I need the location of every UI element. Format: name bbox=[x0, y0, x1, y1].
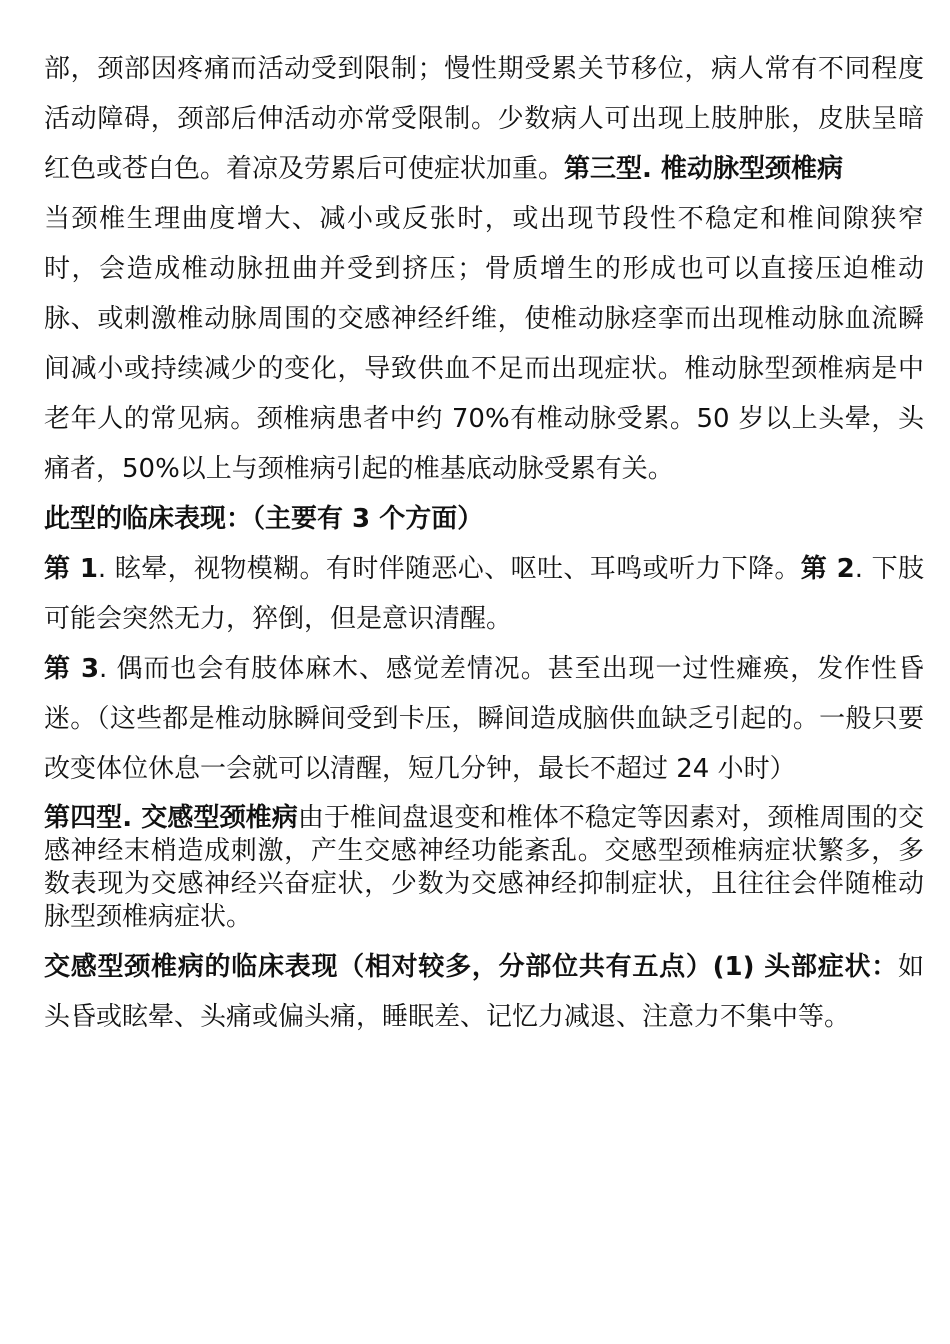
document-page bbox=[44, 44, 924, 1042]
point-2-label: 第 2 bbox=[800, 554, 855, 584]
paragraph-2 bbox=[44, 194, 924, 494]
point-3-text: . 偶而也会有肢体麻木、感觉差情况。甚至出现一过性瘫痪，发作性昏迷。（这些都是椎动脉瞬间受到卡压，瞬间造成脑供血缺乏引起的。一般只要改变体位休息一会就可以清醒，短几分钟，最长不超过 24 小时） bbox=[44, 654, 924, 784]
sympathetic-manifestation-heading: 交感型颈椎病的临床表现（相对较多，分部位共有五点）(1) 头部症状： bbox=[44, 952, 898, 982]
point-2-text: . 下肢可能会突然无力，猝倒，但是意识清醒。 bbox=[44, 554, 925, 634]
section-heading-type-3: 第三型. 椎动脉型颈椎病 bbox=[564, 154, 843, 184]
point-1-text: . 眩晕，视物模糊。有时伴随恶心、呕吐、耳鸣或听力下降。 bbox=[97, 554, 801, 584]
clinical-manifestation-heading: 此型的临床表现：（主要有 3 个方面） bbox=[44, 504, 484, 534]
paragraph-6 bbox=[44, 802, 924, 934]
point-1-label: 第 1 bbox=[44, 554, 98, 584]
point-3-label: 第 3 bbox=[44, 654, 100, 684]
section-heading-type-4: 第四型. 交感型颈椎病 bbox=[44, 803, 298, 833]
paragraph-5 bbox=[44, 644, 924, 794]
paragraph-7 bbox=[44, 942, 924, 1042]
paragraph-2-text: 当颈椎生理曲度增大、减小或反张时，或出现节段性不稳定和椎间隙狭窄时，会造成椎动脉扭曲并受到挤压；骨质增生的形成也可以直接压迫椎动脉、或刺激椎动脉周围的交感神经纤维，使椎动脉痉挛而出现椎动脉血流瞬间减小或持续减少的变化，导致供血不足而出现症状。椎动脉型颈椎病是中老年人的常见病。颈椎病患者中约 70%有椎动脉受累。50 岁以上头晕，头痛者，50%以上与颈椎病引起的椎基底动脉受累有关。 bbox=[44, 204, 924, 484]
paragraph-1 bbox=[44, 44, 924, 194]
paragraph-7-text: 如头昏或眩晕、头痛或偏头痛，睡眠差、记忆力减退、注意力不集中等。 bbox=[44, 952, 924, 1032]
paragraph-6-text: 由于椎间盘退变和椎体不稳定等因素对，颈椎周围的交感神经末梢造成刺激，产生交感神经功能紊乱。交感型颈椎病症状繁多，多数表现为交感神经兴奋症状，少数为交感神经抑制症状，且往往会伴随椎动脉型颈椎病症状。 bbox=[44, 803, 924, 932]
paragraph-3-heading bbox=[44, 494, 924, 544]
paragraph-1-text: 部，颈部因疼痛而活动受到限制；慢性期受累关节移位，病人常有不同程度活动障碍，颈部后伸活动亦常受限制。少数病人可出现上肢肿胀，皮肤呈暗红色或苍白色。着凉及劳累后可使症状加重。 bbox=[44, 54, 924, 184]
paragraph-4 bbox=[44, 544, 924, 644]
